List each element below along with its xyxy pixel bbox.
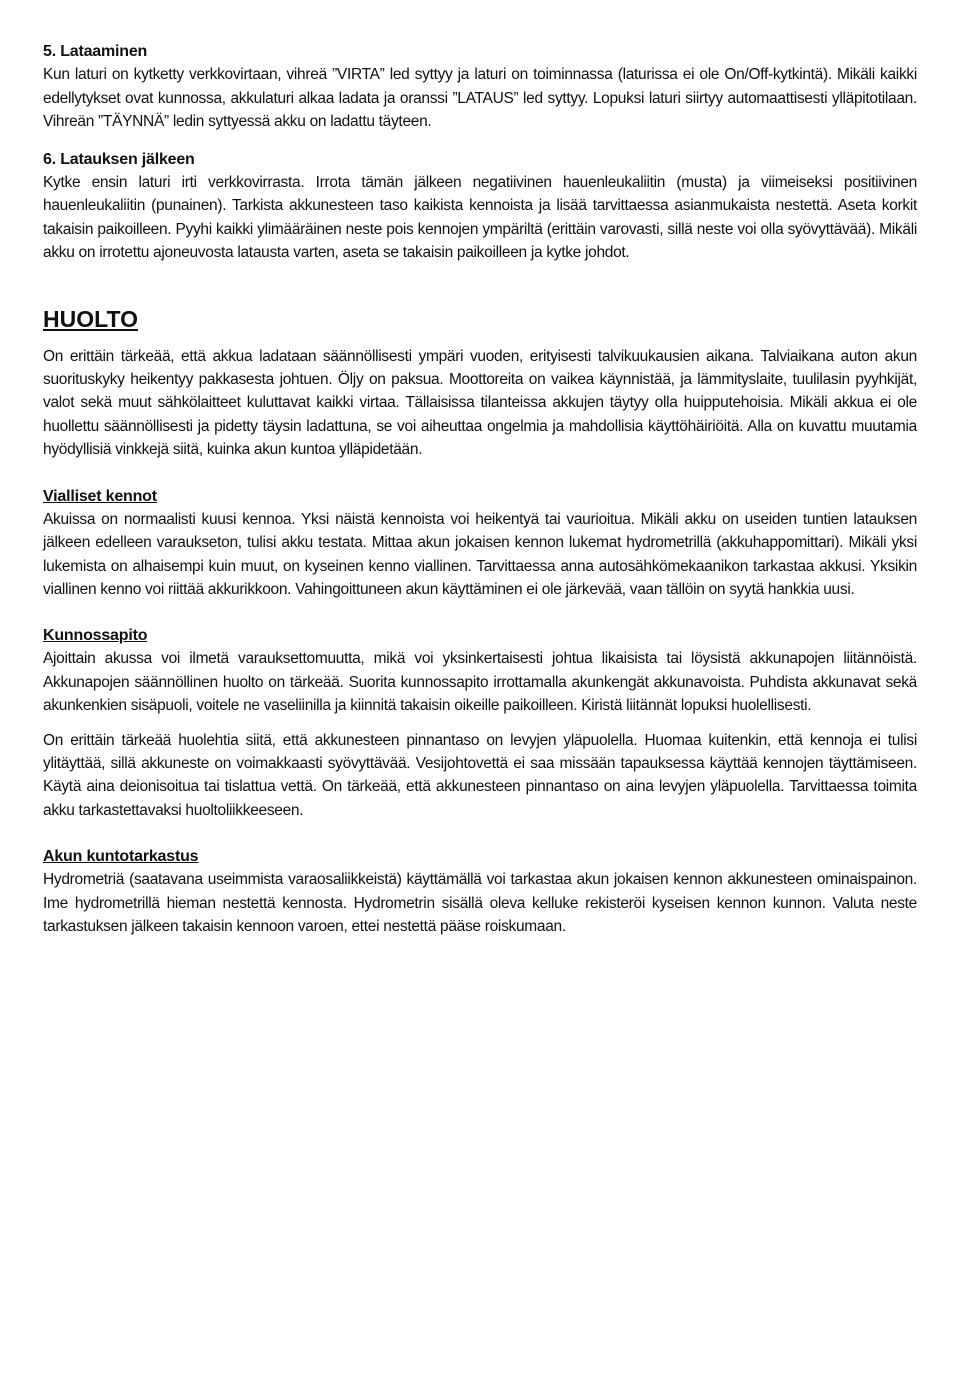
paragraph-kunnossapito-1: Ajoittain akussa voi ilmetä varauksettomuutta, mikä voi yksinkertaisesti johtua likaisista tai löysistä akkunapojen liitännöistä. Akkunapojen säännöllinen huolto on tärkeää. Suorita kunnossapito irrottamalla akunkengät akkunavoista. Puhdista akkunavat sekä akunkenkien sisäpuoli, voitele ne vaseliinilla ja kiinnitä takaisin oikeille paikoilleen. Kiristä liitännät lopuksi huolellisesti. xyxy=(43,650,917,715)
main-heading-huolto: HUOLTO xyxy=(43,305,138,332)
subheading-vialliset-kennot: Vialliset kennot xyxy=(43,487,157,505)
paragraph-latauksen-jalkeen: Kytke ensin laturi irti verkkovirrasta. Irrota tämän jälkeen negatiivinen hauenleukaliitin (musta) ja viimeiseksi positiivinen hauenleukaliitin (punainen). Tarkista akkunesteen taso kaikista kennoista ja lisää tarvittaessa asianmukaista nestettä. Aseta korkit takaisin paikoilleen. Pyyhi kaikki ylimääräinen neste pois kennojen ympäriltä (erittäin varovasti, sillä neste voi olla syövyttävää). Mikäli akku on irrotettu ajoneuvosta latausta varten, aseta se takaisin paikoilleen ja kytke johdot. xyxy=(43,174,917,262)
paragraph-kunnossapito-2: On erittäin tärkeää huolehtia siitä, että akkunesteen pinnantaso on levyjen yläpuolella. Huomaa kuitenkin, että kennoja ei tulisi ylitäyttää, sillä akkuneste on voimakkaasti syövyttävää. Vesijohtovettä ei saa missään tapauksessa käyttää kennojen täyttämiseen. Käytä aina deionisoitua tai tislattua vettä. On tärkeää, että akkunesteen pinnantaso on aina levyjen yläpuolella. Tarvittaessa toimita akku tarkastettavaksi huoltoliikkeeseen. xyxy=(43,731,917,819)
paragraph-vialliset-kennot: Akuissa on normaalisti kuusi kennoa. Yksi näistä kennoista voi heikentyä tai vaurioitua. Mikäli akku on useiden tuntien latauksen jälkeen edelleen varaukseton, tulisi akku testata. Mittaa akun jokaisen kennon lukemat hydrometrillä (akkuhappomittari). Mikäli yksi lukemista on alhaisempi kuin muut, on kyseinen kenno viallinen. Tarvittaessa anna autosähkömekaanikon tarkastaa akkusi. Yksikin viallinen kenno voi riittää akkurikkoon. Vahingoittuneen akun käyttäminen ei ole järkevää, vaan tällöin on syytä hankkia uusi. xyxy=(43,510,917,598)
paragraph-huolto: On erittäin tärkeää, että akkua ladataan säännöllisesti ympäri vuoden, erityisesti talvikuukausien aikana. Talviaikana auton akun suorituskyky heikentyy pakkasesta johtuen. Öljy on paksua. Moottoreita on vaikea käynnistää, ja lämmityslaite, tuulilasin pyyhkijät, valot sekä muut sähkölaitteet kuluttavat kaikki virtaa. Tällaisissa tilanteissa akkujen täytyy olla huipputehoisia. Mikäli akkua ei ole huollettu säännöllisesti ja pidetty täysin ladattuna, se voi aiheuttaa ongelmia ja mahdollisia käyttöhäiriöitä. Alla on kuvattu muutamia hyödyllisiä vinkkejä siitä, kuinka akun kuntoa ylläpidetään. xyxy=(43,347,917,459)
subheading-kunnossapito: Kunnossapito xyxy=(43,627,148,645)
section-heading-latauksen-jalkeen: 6. Latauksen jälkeen xyxy=(43,150,195,168)
subheading-akun-kuntotarkastus: Akun kuntotarkastus xyxy=(43,848,199,866)
paragraph-lataaminen: Kun laturi on kytketty verkkovirtaan, vihreä ”VIRTA” led syttyy ja laturi on toiminnassa (laturissa ei ole On/Off-kytkintä). Mikäli kaikki edellytykset ovat kunnossa, akkulaturi alkaa ladata ja oranssi ”LATAUS” led syttyy. Lopuksi laturi siirtyy automaattisesti ylläpitotilaan. Vihreän ”TÄYNNÄ” ledin syttyessä akku on ladattu täyteen. xyxy=(43,66,917,131)
paragraph-akun-kuntotarkastus: Hydrometriä (saatavana useimmista varaosaliikkeistä) käyttämällä voi tarkastaa akun jokaisen kennon akkunesteen ominaispainon. Ime hydrometrillä hieman nestettä kennosta. Hydrometrin sisällä oleva kelluke rekisteröi kyseisen kennon kunnon. Valuta neste tarkastuksen jälkeen takaisin kennoon varoen, ettei nestettä pääse roiskumaan. xyxy=(43,871,917,935)
section-heading-lataaminen: 5. Lataaminen xyxy=(43,43,148,60)
